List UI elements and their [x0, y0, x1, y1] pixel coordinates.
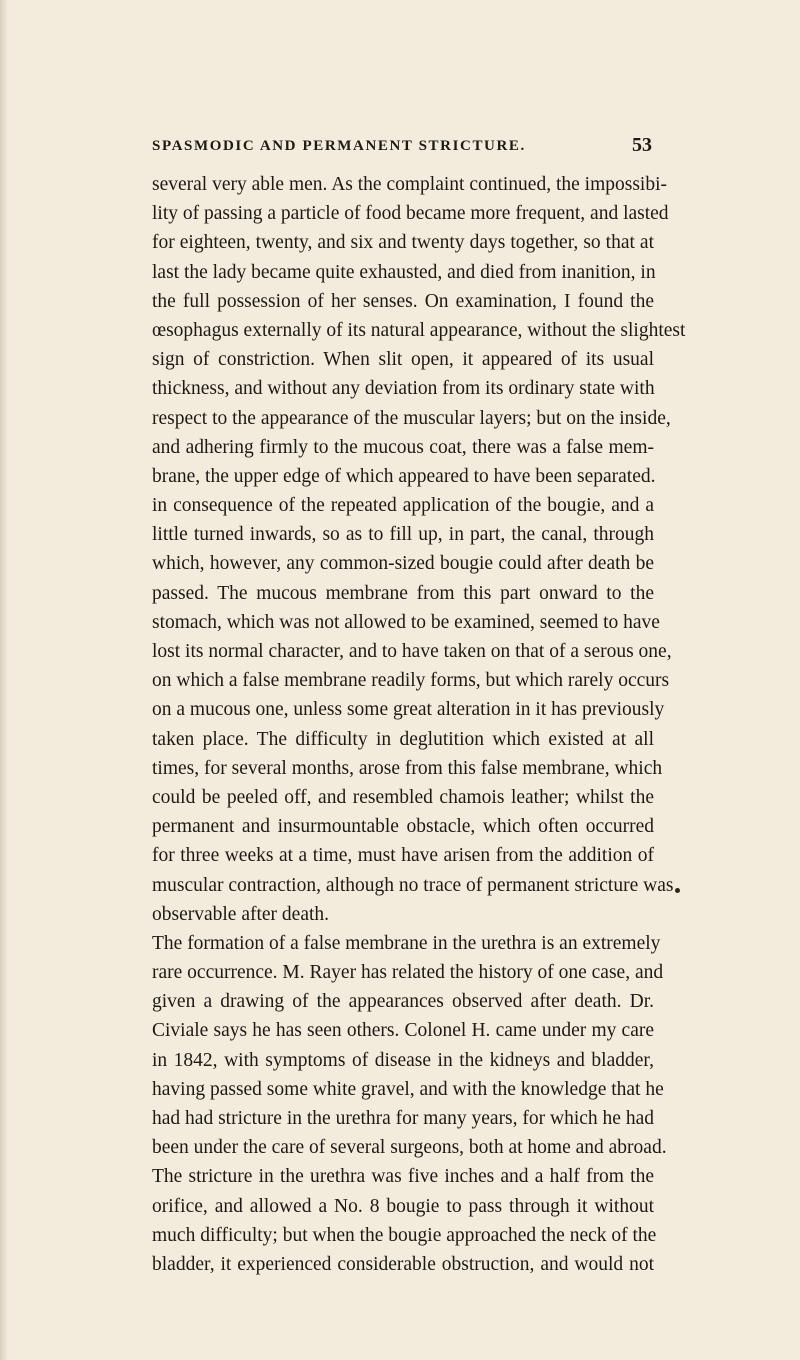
text-line: Civiale says he has seen others. Colonel H. came under my care [152, 1020, 654, 1042]
text-line: and adhering firmly to the mucous coat, there was a false mem- [152, 436, 654, 458]
text-line: The formation of a false membrane in the urethra is an extremely [152, 932, 661, 954]
text-line: several very able men. As the complaint continued, the impossibi- [152, 174, 667, 195]
page-gutter-shadow [0, 0, 8, 1360]
text-line: on which a false membrane readily forms, but which rarely occurs [152, 670, 670, 692]
print-speck [675, 888, 680, 893]
text-line: orifice, and allowed a No. 8 bougie to pass through it without [152, 1195, 654, 1217]
text-line: which, however, any common-sized bougie could after death be [152, 553, 654, 575]
text-line: sign of constriction. When slit open, it appeared of its usual [152, 349, 654, 371]
text-line: could be peeled off, and resembled chamois leather; whilst the [152, 786, 654, 808]
text-line: thickness, and without any deviation from its ordinary state with [152, 378, 655, 400]
text-line: in consequence of the repeated application of the bougie, and a [152, 495, 654, 517]
running-title: SPASMODIC AND PERMANENT STRICTURE. [152, 138, 526, 154]
text-line: respect to the appearance of the muscular layers; but on the inside, [152, 407, 671, 429]
text-line: last the lady became quite exhausted, and died from inanition, in [152, 261, 656, 283]
text-line: stomach, which was not allowed to be examined, seemed to have [152, 611, 660, 633]
text-line: observable after death. [152, 903, 330, 925]
text-line: taken place. The difficulty in deglutition which existed at all [152, 728, 654, 750]
text-line: brane, the upper edge of which appeared to have been separated. [152, 465, 656, 487]
text-line: been under the care of several surgeons, both at home and abroad. [152, 1137, 667, 1159]
body-text [152, 170, 686, 1279]
text-line: for three weeks at a time, must have arisen from the addition of [152, 845, 654, 867]
text-line: had had stricture in the urethra for many years, for which he had [152, 1108, 654, 1129]
text-line: the full possession of her senses. On examination, I found the [152, 290, 654, 312]
text-line: much difficulty; but when the bougie approached the neck of the [152, 1224, 657, 1246]
text-line: given a drawing of the appearances observed after death. Dr. [152, 991, 654, 1013]
text-line: bladder, it experienced considerable obstruction, and would not [152, 1253, 654, 1275]
text-line: having passed some white gravel, and with the knowledge that he [152, 1078, 664, 1100]
text-line: for eighteen, twenty, and six and twenty days together, so that at [152, 232, 654, 254]
text-line: rare occurrence. M. Rayer has related the history of one case, and [152, 962, 664, 984]
text-line: lity of passing a particle of food became more frequent, and lasted [152, 203, 669, 225]
text-line: œsophagus externally of its natural appearance, without the slightest [152, 319, 686, 341]
text-line: times, for several months, arose from this false membrane, which [152, 757, 663, 779]
text-line: muscular contraction, although no trace of permanent stricture was [152, 874, 674, 896]
text-line: passed. The mucous membrane from this part onward to the [152, 582, 654, 604]
text-line: little turned inwards, so as to fill up, in part, the canal, through [152, 524, 654, 546]
page-number: 53 [632, 134, 652, 156]
text-line: The stricture in the urethra was five inches and a half from the [152, 1166, 654, 1188]
running-head [152, 134, 652, 164]
text-line: lost its normal character, and to have taken on that of a serous one, [152, 641, 672, 662]
text-line: on a mucous one, unless some great alteration in it has previously [152, 699, 665, 721]
text-line: in 1842, with symptoms of disease in the kidneys and bladder, [152, 1049, 654, 1071]
text-line: permanent and insurmountable obstacle, which often occurred [152, 816, 654, 838]
